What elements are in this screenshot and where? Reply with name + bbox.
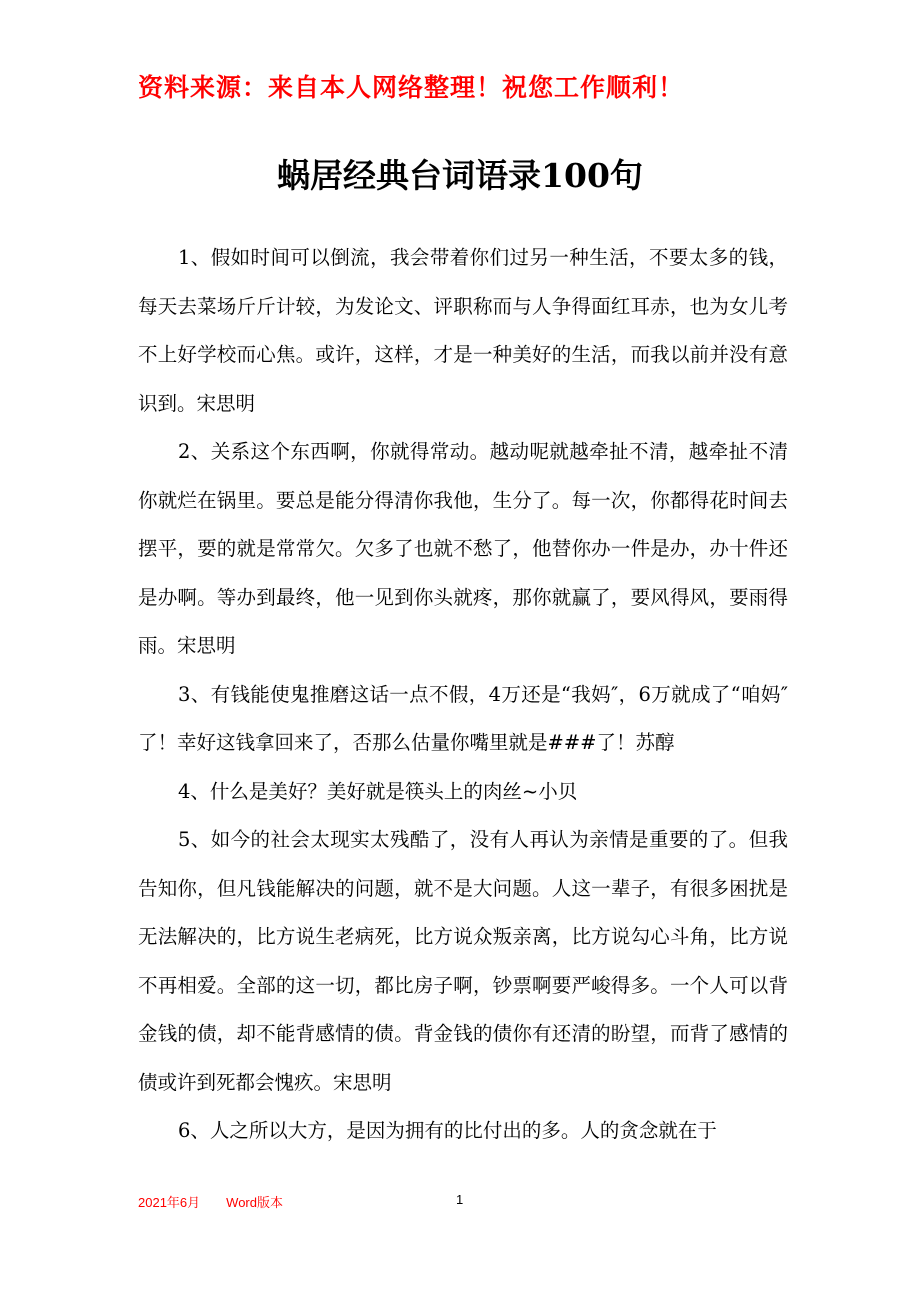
quote-paragraph-2: 2、关系这个东西啊，你就得常动。越动呢就越牵扯不清，越牵扯不清你就烂在锅里。要总是能分得清你我他，生分了。每一次，你都得花时间去摆平，要的就是常常欠。欠多了也就不愁了，他替你办一件是办，办十件还是办啊。等办到最终，他一见到你头就疼，那你就赢了，要风得风，要雨得雨。宋思明 <box>138 440 788 657</box>
footer-date: 2021年6月 <box>138 1195 201 1210</box>
footer-version: Word版本 <box>226 1195 283 1210</box>
source-notice: 资料来源：来自本人网络整理！祝您工作顺利！ <box>138 73 685 102</box>
quote-paragraph-5: 5、如今的社会太现实太残酷了，没有人再认为亲情是重要的了。但我告知你，但凡钱能解决的问题，就不是大问题。人这一辈子，有很多困扰是无法解决的，比方说生老病死，比方说众叛亲离，比方说勾心斗角，比方说不再相爱。全部的这一切，都比房子啊，钞票啊要严峻得多。一个人可以背金钱的债，却不能背感情的债。背金钱的债你有还清的盼望，而背了感情的债或许到死都会愧疚。宋思明 <box>138 828 788 1094</box>
page-number: 1 <box>456 1192 464 1207</box>
quote-paragraph-3: 3、有钱能使鬼推磨这话一点不假，4万还是“我妈″，6万就成了“咱妈″了！幸好这钱拿回来了，否那么估量你嘴里就是###了！苏醇 <box>138 682 788 754</box>
quote-paragraph-6: 6、人之所以大方，是因为拥有的比付出的多。人的贪念就在于 <box>177 1119 717 1142</box>
document-body <box>138 234 788 1156</box>
document-title: 蜗居经典台词语录100句 <box>277 156 643 195</box>
quote-paragraph-1: 1、假如时间可以倒流，我会带着你们过另一种生活，不要太多的钱，每天去菜场斤斤计较，为发论文、评职称而与人争得面红耳赤，也为女儿考不上好学校而心焦。或许，这样，才是一种美好的生活，而我以前并没有意识到。宋思明 <box>138 246 788 415</box>
quote-paragraph-4: 4、什么是美好？美好就是筷头上的肉丝~小贝 <box>177 779 578 803</box>
page-footer <box>138 1192 283 1211</box>
